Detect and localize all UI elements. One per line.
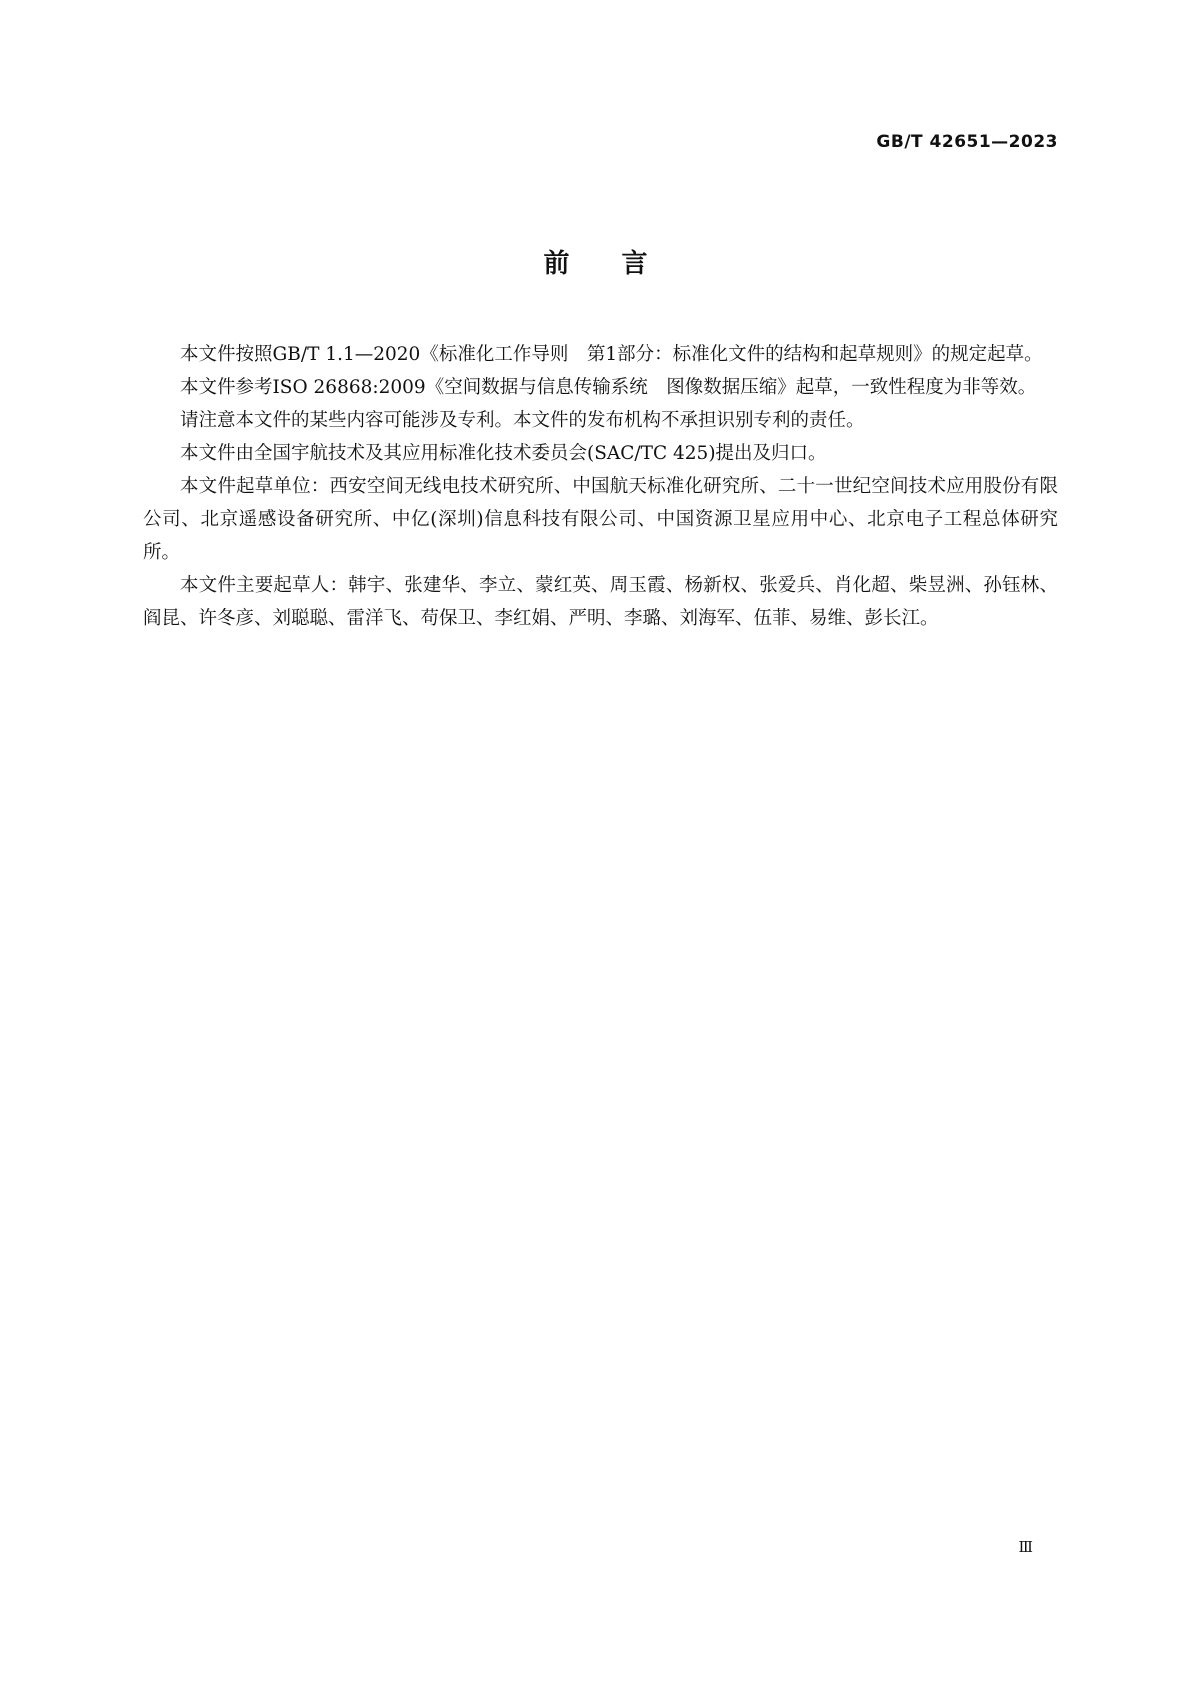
standard-code: GB/T 42651—2023 bbox=[876, 132, 1058, 152]
paragraph-drafters: 本文件主要起草人：韩宇、张建华、李立、蒙红英、周玉霞、杨新权、张爱兵、肖化超、柴昱洲、孙钰林、阎昆、许冬彦、刘聪聪、雷洋飞、苟保卫、李红娟、严明、李璐、刘海军、伍菲、易维、彭长江。 bbox=[143, 575, 1058, 629]
foreword-body bbox=[143, 338, 1058, 635]
paragraph-patent-notice: 请注意本文件的某些内容可能涉及专利。本文件的发布机构不承担识别专利的责任。 bbox=[180, 410, 865, 431]
paragraph-drafting-rules: 本文件按照GB/T 1.1—2020《标准化工作导则 第1部分：标准化文件的结构和起草规则》的规定起草。 bbox=[180, 344, 1043, 365]
page-number: Ⅲ bbox=[1018, 1538, 1033, 1556]
paragraph-drafting-units: 本文件起草单位：西安空间无线电技术研究所、中国航天标准化研究所、二十一世纪空间技术应用股份有限公司、北京遥感设备研究所、中亿(深圳)信息科技有限公司、中国资源卫星应用中心、北京电子工程总体研究所。 bbox=[143, 476, 1058, 563]
paragraph-committee: 本文件由全国宇航技术及其应用标准化技术委员会(SAC/TC 425)提出及归口。 bbox=[180, 443, 827, 464]
paragraph-reference-standard: 本文件参考ISO 26868:2009《空间数据与信息传输系统 图像数据压缩》起草，一致性程度为非等效。 bbox=[180, 377, 1037, 398]
page-title: 前言 bbox=[543, 249, 700, 279]
